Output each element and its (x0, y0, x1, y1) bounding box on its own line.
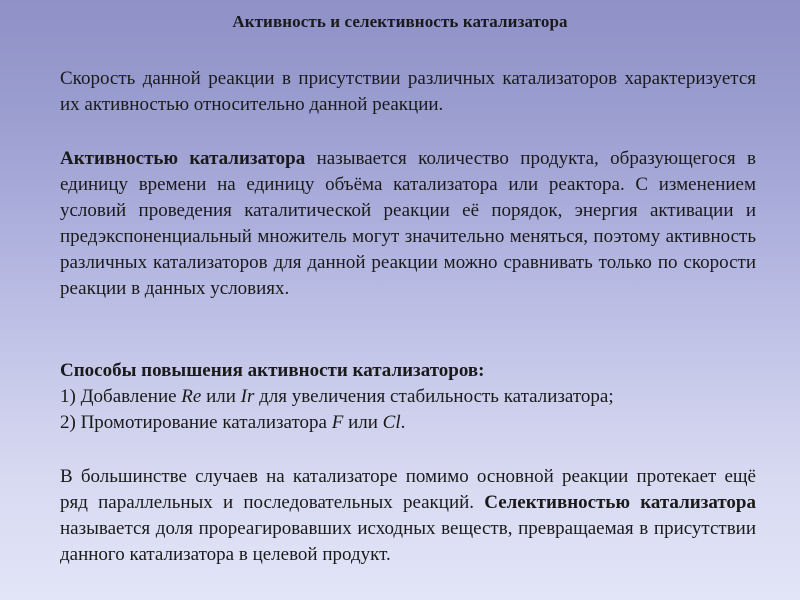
selectivity-context-text: В большинстве случаев на катализаторе помимо основной реакции протекает ещё ряд параллельных и последовательных реакций. (60, 466, 756, 513)
paragraph-selectivity-definition (60, 464, 756, 568)
iridium-symbol: Ir (240, 386, 255, 407)
paragraph-activity-definition (60, 146, 756, 302)
method-item-1-suffix: для увеличения стабильность катализатора; (254, 386, 614, 407)
methods-heading: Способы повышения активности катализаторов: (60, 360, 485, 381)
activity-term: Активностью катализатора (60, 148, 306, 169)
paragraph-reaction-rate (60, 66, 756, 118)
fluorine-symbol: F (331, 412, 344, 433)
slide-title: Активность и селективность катализатора (232, 12, 568, 31)
paragraph1-text: Скорость данной реакции в присутствии различных катализаторов характеризуется их активностью относительно данной реакции. (60, 68, 756, 115)
chlorine-symbol: Cl (382, 412, 401, 433)
method-item-1-prefix: 1) Добавление (60, 386, 182, 407)
method-item-2-prefix: 2) Промотирование катализатора (60, 412, 332, 433)
rhenium-symbol: Re (181, 386, 202, 407)
method-item-2-or: или (343, 412, 383, 433)
selectivity-term: Селективностью катализатора (484, 492, 757, 513)
activity-definition-text: называется количество продукта, образующегося в единицу времени на единицу объёма катализатора или реактора. С изменением условий проведения каталитической реакции её порядок, энергия активации и предэкспоненциальный множитель могут значительно меняться, поэтому активность различных катализаторов для данной реакции можно сравнивать только по скорости реакции в данных условиях. (60, 148, 756, 299)
method-item-1-or: или (201, 386, 241, 407)
activity-methods (60, 358, 756, 436)
method-item-2 (60, 410, 756, 436)
method-item-2-suffix: . (400, 412, 406, 433)
method-item-1 (60, 384, 756, 410)
selectivity-definition-text: называется доля прореагировавших исходных веществ, превращаемая в присутствии данного катализатора в целевой продукт. (60, 518, 756, 565)
